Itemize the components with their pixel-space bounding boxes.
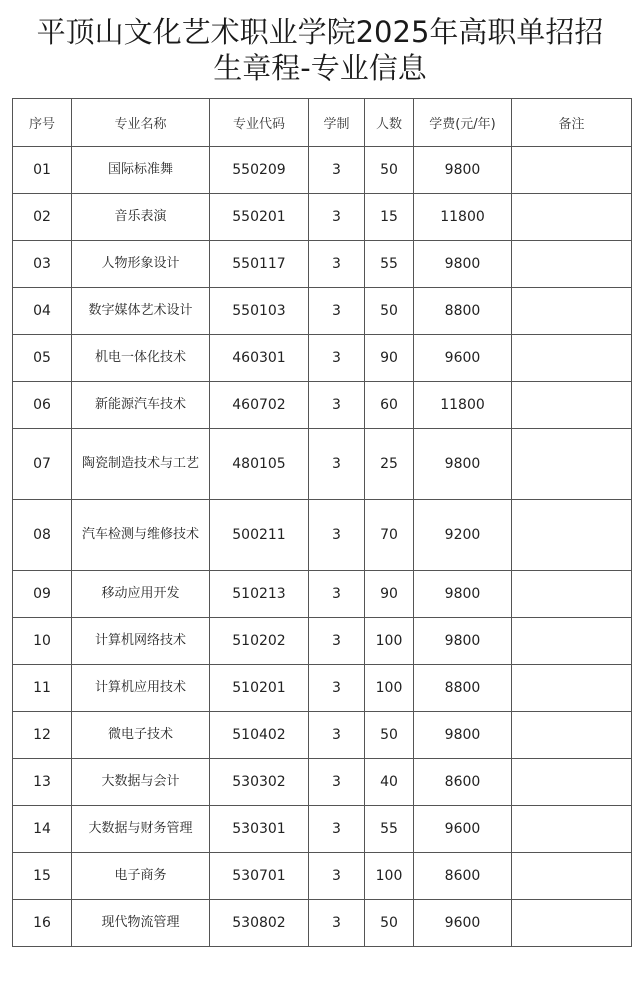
cell-fee: 9600 bbox=[414, 335, 512, 382]
cell-name: 音乐表演 bbox=[72, 194, 210, 241]
cell-note bbox=[512, 571, 632, 618]
header-name: 专业名称 bbox=[72, 99, 210, 147]
cell-years: 3 bbox=[309, 288, 365, 335]
cell-count: 70 bbox=[365, 500, 414, 571]
table-row bbox=[13, 759, 632, 806]
table-row bbox=[13, 571, 632, 618]
cell-note bbox=[512, 806, 632, 853]
cell-no: 10 bbox=[13, 618, 72, 665]
cell-no: 07 bbox=[13, 429, 72, 500]
table-row bbox=[13, 382, 632, 429]
cell-name: 微电子技术 bbox=[72, 712, 210, 759]
cell-code: 530302 bbox=[210, 759, 309, 806]
cell-count: 40 bbox=[365, 759, 414, 806]
cell-code: 550117 bbox=[210, 241, 309, 288]
cell-code: 530802 bbox=[210, 900, 309, 947]
cell-name: 现代物流管理 bbox=[72, 900, 210, 947]
cell-years: 3 bbox=[309, 147, 365, 194]
cell-years: 3 bbox=[309, 712, 365, 759]
cell-code: 550201 bbox=[210, 194, 309, 241]
cell-count: 50 bbox=[365, 288, 414, 335]
cell-years: 3 bbox=[309, 900, 365, 947]
header-note: 备注 bbox=[512, 99, 632, 147]
page-title bbox=[0, 14, 640, 86]
cell-years: 3 bbox=[309, 665, 365, 712]
cell-no: 09 bbox=[13, 571, 72, 618]
cell-name: 新能源汽车技术 bbox=[72, 382, 210, 429]
header-code: 专业代码 bbox=[210, 99, 309, 147]
cell-code: 480105 bbox=[210, 429, 309, 500]
title-line-2: 生章程-专业信息 bbox=[213, 51, 427, 85]
cell-count: 100 bbox=[365, 853, 414, 900]
cell-fee: 9800 bbox=[414, 618, 512, 665]
cell-no: 08 bbox=[13, 500, 72, 571]
cell-years: 3 bbox=[309, 571, 365, 618]
table-row bbox=[13, 618, 632, 665]
cell-name: 数字媒体艺术设计 bbox=[72, 288, 210, 335]
cell-name: 电子商务 bbox=[72, 853, 210, 900]
cell-note bbox=[512, 665, 632, 712]
cell-note bbox=[512, 853, 632, 900]
table-row bbox=[13, 335, 632, 382]
cell-fee: 8800 bbox=[414, 665, 512, 712]
table-row bbox=[13, 665, 632, 712]
cell-count: 15 bbox=[365, 194, 414, 241]
cell-count: 90 bbox=[365, 335, 414, 382]
cell-count: 100 bbox=[365, 618, 414, 665]
cell-years: 3 bbox=[309, 194, 365, 241]
cell-code: 530701 bbox=[210, 853, 309, 900]
cell-code: 460702 bbox=[210, 382, 309, 429]
header-years: 学制 bbox=[309, 99, 365, 147]
cell-count: 55 bbox=[365, 241, 414, 288]
cell-note bbox=[512, 500, 632, 571]
cell-code: 510213 bbox=[210, 571, 309, 618]
cell-code: 510201 bbox=[210, 665, 309, 712]
cell-fee: 8800 bbox=[414, 288, 512, 335]
table-row bbox=[13, 241, 632, 288]
header-count: 人数 bbox=[365, 99, 414, 147]
cell-count: 60 bbox=[365, 382, 414, 429]
cell-note bbox=[512, 900, 632, 947]
table-row bbox=[13, 806, 632, 853]
cell-no: 02 bbox=[13, 194, 72, 241]
cell-name: 移动应用开发 bbox=[72, 571, 210, 618]
cell-name: 陶瓷制造技术与工艺 bbox=[72, 429, 210, 500]
table-row bbox=[13, 900, 632, 947]
cell-count: 25 bbox=[365, 429, 414, 500]
cell-note bbox=[512, 618, 632, 665]
cell-no: 13 bbox=[13, 759, 72, 806]
cell-name: 大数据与财务管理 bbox=[72, 806, 210, 853]
table-row bbox=[13, 288, 632, 335]
cell-count: 55 bbox=[365, 806, 414, 853]
cell-note bbox=[512, 147, 632, 194]
cell-note bbox=[512, 241, 632, 288]
cell-no: 06 bbox=[13, 382, 72, 429]
cell-code: 530301 bbox=[210, 806, 309, 853]
cell-fee: 9200 bbox=[414, 500, 512, 571]
cell-fee: 9800 bbox=[414, 712, 512, 759]
cell-years: 3 bbox=[309, 429, 365, 500]
cell-fee: 11800 bbox=[414, 194, 512, 241]
cell-note bbox=[512, 429, 632, 500]
cell-code: 510402 bbox=[210, 712, 309, 759]
cell-years: 3 bbox=[309, 759, 365, 806]
cell-fee: 9800 bbox=[414, 429, 512, 500]
header-no: 序号 bbox=[13, 99, 72, 147]
cell-fee: 9600 bbox=[414, 900, 512, 947]
cell-count: 50 bbox=[365, 147, 414, 194]
cell-no: 04 bbox=[13, 288, 72, 335]
cell-fee: 9600 bbox=[414, 806, 512, 853]
cell-count: 90 bbox=[365, 571, 414, 618]
cell-fee: 9800 bbox=[414, 241, 512, 288]
cell-fee: 9800 bbox=[414, 147, 512, 194]
cell-count: 50 bbox=[365, 900, 414, 947]
cell-code: 550103 bbox=[210, 288, 309, 335]
cell-name: 大数据与会计 bbox=[72, 759, 210, 806]
table-row bbox=[13, 500, 632, 571]
cell-name: 汽车检测与维修技术 bbox=[72, 500, 210, 571]
cell-years: 3 bbox=[309, 853, 365, 900]
cell-no: 16 bbox=[13, 900, 72, 947]
cell-fee: 9800 bbox=[414, 571, 512, 618]
cell-code: 460301 bbox=[210, 335, 309, 382]
cell-no: 03 bbox=[13, 241, 72, 288]
cell-note bbox=[512, 712, 632, 759]
cell-years: 3 bbox=[309, 382, 365, 429]
cell-name: 国际标准舞 bbox=[72, 147, 210, 194]
cell-count: 100 bbox=[365, 665, 414, 712]
cell-count: 50 bbox=[365, 712, 414, 759]
cell-name: 计算机网络技术 bbox=[72, 618, 210, 665]
table-row bbox=[13, 147, 632, 194]
major-info-table bbox=[12, 98, 632, 947]
cell-years: 3 bbox=[309, 618, 365, 665]
title-line-1: 平顶山文化艺术职业学院2025年高职单招招 bbox=[36, 15, 604, 49]
table-row bbox=[13, 853, 632, 900]
cell-no: 15 bbox=[13, 853, 72, 900]
header-fee: 学费(元/年) bbox=[414, 99, 512, 147]
cell-note bbox=[512, 194, 632, 241]
cell-note bbox=[512, 335, 632, 382]
cell-years: 3 bbox=[309, 335, 365, 382]
table-row bbox=[13, 194, 632, 241]
cell-no: 01 bbox=[13, 147, 72, 194]
cell-fee: 11800 bbox=[414, 382, 512, 429]
cell-no: 12 bbox=[13, 712, 72, 759]
cell-code: 550209 bbox=[210, 147, 309, 194]
cell-no: 11 bbox=[13, 665, 72, 712]
cell-years: 3 bbox=[309, 500, 365, 571]
cell-name: 机电一体化技术 bbox=[72, 335, 210, 382]
cell-code: 510202 bbox=[210, 618, 309, 665]
cell-code: 500211 bbox=[210, 500, 309, 571]
table-header-row bbox=[13, 99, 632, 147]
cell-note bbox=[512, 288, 632, 335]
cell-years: 3 bbox=[309, 806, 365, 853]
cell-name: 计算机应用技术 bbox=[72, 665, 210, 712]
cell-note bbox=[512, 382, 632, 429]
cell-fee: 8600 bbox=[414, 853, 512, 900]
cell-fee: 8600 bbox=[414, 759, 512, 806]
table-row bbox=[13, 712, 632, 759]
cell-no: 05 bbox=[13, 335, 72, 382]
cell-no: 14 bbox=[13, 806, 72, 853]
cell-name: 人物形象设计 bbox=[72, 241, 210, 288]
table-row bbox=[13, 429, 632, 500]
cell-note bbox=[512, 759, 632, 806]
cell-years: 3 bbox=[309, 241, 365, 288]
